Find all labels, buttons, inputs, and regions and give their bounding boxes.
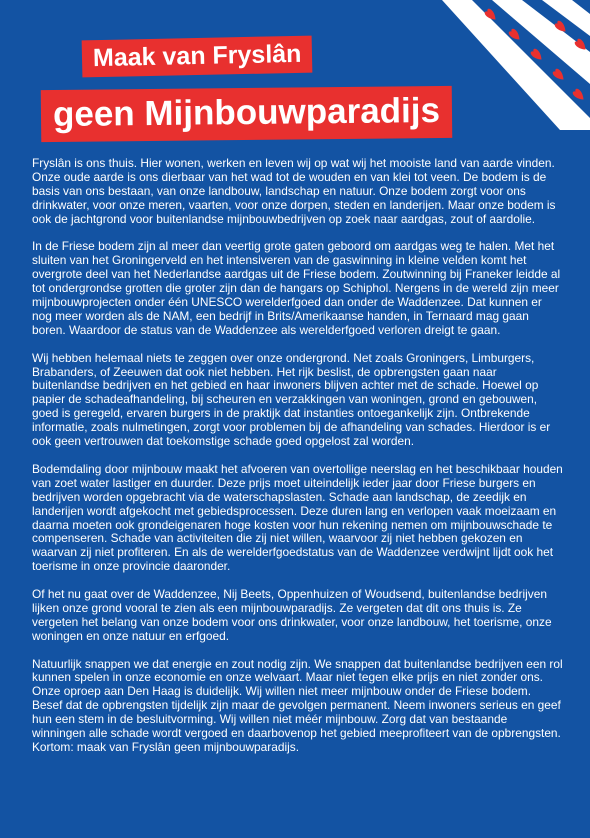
heart-icon [572, 88, 587, 103]
paragraph: Wij hebben helemaal niets te zeggen over onze ondergrond. Net zoals Groningers, Limburgers, Brabanders, of Zeeuwen dat ook niet hebben. Het rijk beslist, de opbrengsten gaan naar buitenlandse bedrijven en het gebied en haar inwoners blijven achter met de schade. Hoewel op papier de schadeafhandeling, bij scheuren en verzakkingen van woningen, grond en gebouwen, goed is geregeld, ervaren burgers in de praktijk dat instanties ontoegankelijk zijn. Ontbrekende informatie, zoals nulmetingen, zorgt voor problemen bij de afhandeling van schades. Hierdoor is er ook geen vertrouwen dat toekomstige schade goed opgelost zal worden. [32, 350, 551, 449]
paragraph: Natuurlijk snappen we dat energie en zout nodig zijn. We snappen dat buitenlandse bedrijven een rol kunnen spelen in onze economie en onze welvaart. Maar niet tegen elke prijs en niet zonder ons. Onze oproep aan Den Haag is duidelijk. Wij willen niet meer mijnbouw onder de Friese bodem. Besef dat de opbrengsten tijdelijk zijn maar de gevolgen permanent. Neem inwoners serieus en geef hun een stem in de besluitvorming. Wij willen niet méér mijnbouw. Zorg dat van bestaande winningen alle schade wordt vergoed en daarbovenop het gebied meeprofiteert van de opbrengsten. Kortom: maak van Fryslân geen mijnbouwparadijs. [32, 656, 563, 754]
paragraph: In de Friese bodem zijn al meer dan veertig grote gaten geboord om aardgas weg te halen. Met het sluiten van het Groningerveld en het intensiveren van de gaswinning in kleine velden komt het overgrote deel van het Nederlandse aardgas uit de Friese bodem. Zoutwinning bij Franeker leidde al tot ondergrondse grotten die groter zijn dan de hangars op Schiphol. Nergens in de wereld zijn meer mijnbouwprojecten onder één UNESCO werelderfgoed dan onder de Waddenzee. Dat kunnen er nog meer worden als de NAM, een bedrijf in Brits/Amerikaanse handen, in Ternaard mag gaan boren. Waardoor de status van de Waddenzee als werelderfgoed verloren dreigt te gaan. [32, 239, 561, 337]
paragraph: Fryslân is ons thuis. Hier wonen, werken en leven wij op wat wij het mooiste land van aarde vinden. Onze oude aarde is ons dierbaar van het wad tot de wouden en van klei tot veen. De bodem is de basis van ons bestaan, van onze landbouw, landschap en natuur. Onze bodem zorgt voor ons drinkwater, voor onze meren, vaarten, voor onze dorpen, steden en landerijen. Maar onze bodem is ook de jachtgrond voor buitenlandse mijnbouwbedrijven op zoek naar aardgas, zout of aardolie. [32, 156, 556, 226]
paragraph: Of het nu gaat over de Waddenzee, Nij Beets, Oppenhuizen of Woudsend, buitenlandse bedrijven lijken onze grond vooral te zien als een mijnbouwparadijs. Ze vergeten dat dit ons thuis is. Ze vergeten het belang van onze bodem voor ons drinkwater, voor onze landbouw, het toerisme, onze woningen en onze natuur en erfgoed. [32, 587, 552, 643]
frisian-flag-corner [430, 0, 590, 130]
headline-line-1: Maak van Fryslân [82, 36, 313, 78]
frisian-flag-icon [430, 0, 590, 130]
heart-icon [552, 68, 567, 83]
headline-line-2: geen Mijnbouwparadijs [41, 86, 453, 142]
manifesto-text [32, 157, 564, 769]
paragraph: Bodemdaling door mijnbouw maakt het afvoeren van overtollige neerslag en het beschikbaar houden van zoet water lastiger en duurder. Deze prijs moet uiteindelijk ieder jaar door Friese burgers en bedrijven worden opgebracht via de waterschapslasten. Schade aan landschap, de zeedijk en landerijen wordt afgekocht met gebiedsprocessen. Deze duren lang en verlopen vaak moeizaam en daarna moeten ook grondeigenaren hoge kosten voor hun rekening nemen om mijnbouwschade te compenseren. Schade van activiteiten die zij niet willen, waarvoor zij niet hebben gekozen en waarvan zij niet profiteren. En als de werelderfgoedstatus van de Waddenzee verdwijnt lijdt ook het toerisme in onze provincie daaronder. [32, 461, 563, 574]
